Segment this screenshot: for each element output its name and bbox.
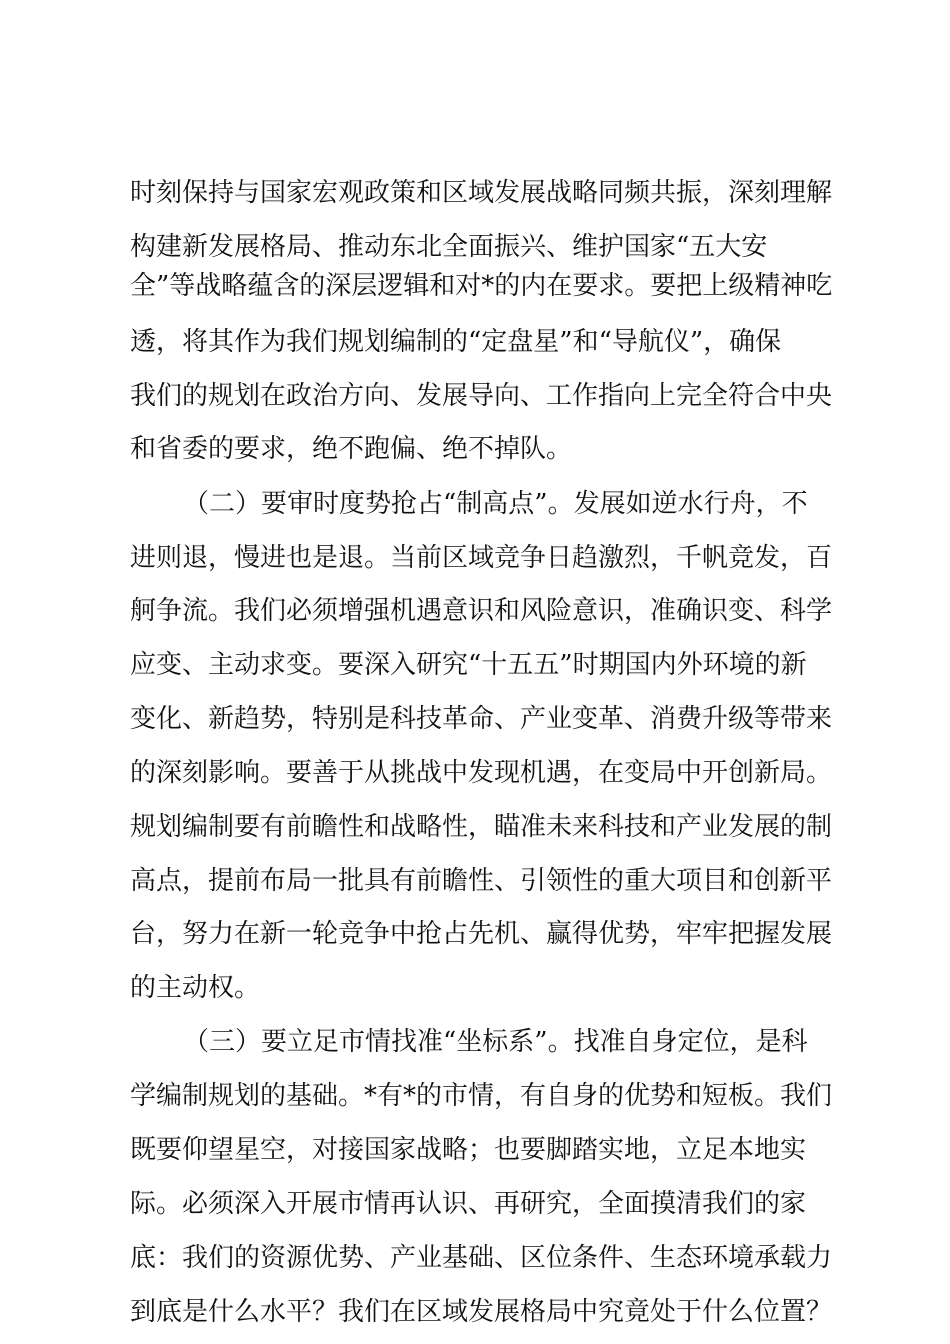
section-heading-line: （三）要立足市情找准“坐标系”。找准自身定位，是科 [183,1027,808,1057]
text-line: 舸争流。我们必须增强机遇意识和风险意识，准确识变、科学 [130,596,833,626]
text-line: 规划编制要有前瞻性和战略性，瞄准未来科技和产业发展的制 [130,812,833,842]
text-line: 我们的规划在政治方向、发展导向、工作指向上完全符合中央 [130,381,833,411]
text-line: 构建新发展格局、推动东北全面振兴、维护国家“五大安 [130,232,768,262]
text-line: 底：我们的资源优势、产业基础、区位条件、生态环境承载力 [130,1243,833,1273]
text-line: 透，将其作为我们规划编制的“定盘星”和“导航仪”，确保 [130,327,782,357]
text-line: 到底是什么水平？我们在区域发展格局中究竟处于什么位置？ [130,1297,833,1327]
text-line: 学编制规划的基础。*有*的市情，有自身的优势和短板。我们 [130,1081,833,1111]
section-heading-line: （二）要审时度势抢占“制高点”。发展如逆水行舟，不 [183,489,808,519]
text-line: 进则退，慢进也是退。当前区域竞争日趋激烈，千帆竞发，百 [130,543,833,573]
text-line: 时刻保持与国家宏观政策和区域发展战略同频共振，深刻理解 [130,178,833,208]
text-line: 的主动权。 [130,973,261,1003]
text-line: 既要仰望星空，对接国家战略；也要脚踏实地，立足本地实 [130,1135,807,1165]
text-line: 的深刻影响。要善于从挑战中发现机遇，在变局中开创新局。 [130,758,833,788]
text-line: 高点，提前布局一批具有前瞻性、引领性的重大项目和创新平 [130,866,833,896]
text-line: 全”等战略蕴含的深层逻辑和对*的内在要求。要把上级精神吃 [130,271,833,301]
text-line: 变化、新趋势，特别是科技革命、产业变革、消费升级等带来 [130,704,833,734]
text-line: 际。必须深入开展市情再认识、再研究，全面摸清我们的家 [130,1189,807,1219]
text-line: 台，努力在新一轮竞争中抢占先机、赢得优势，牢牢把握发展 [130,919,833,949]
text-line: 应变、主动求变。要深入研究“十五五”时期国内外环境的新 [130,650,807,680]
text-line: 和省委的要求，绝不跑偏、绝不掉队。 [130,434,573,464]
